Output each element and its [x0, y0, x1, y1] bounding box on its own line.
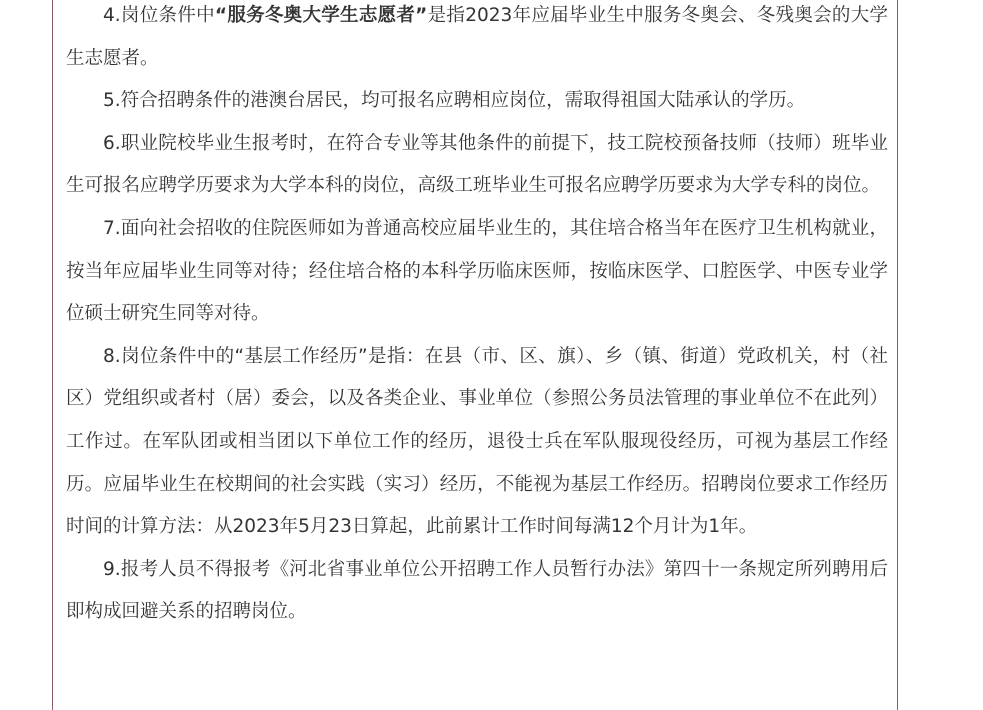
paragraph-4-prefix: 4.岗位条件中: [103, 5, 215, 26]
paragraph-7: 7.面向社会招收的住院医师如为普通高校应届毕业生的，其住培合格当年在医疗卫生机构就业，按当年应届毕业生同等对待；经住培合格的本科学历临床医师，按临床医学、口腔医学、中医专业学位硕士研究生同等对待。: [66, 217, 888, 325]
paragraph-6: 6.职业院校毕业生报考时，在符合专业等其他条件的前提下，技工院校预备技师（技师）班毕业生可报名应聘学历要求为大学本科的岗位，高级工班毕业生可报名应聘学历要求为大学专科的岗位。: [66, 132, 888, 197]
paragraph-9: 9.报考人员不得报考《河北省事业单位公开招聘工作人员暂行办法》第四十一条规定所列聘用后即构成回避关系的招聘岗位。: [66, 558, 888, 623]
paragraph-8: 8.岗位条件中的“基层工作经历”是指：在县（市、区、旗）、乡（镇、街道）党政机关，村（社区）党组织或者村（居）委会，以及各类企业、事业单位（参照公务员法管理的事业单位不在此列）工作过。在军队团或相当团以下单位工作的经历，退役士兵在军队服现役经历，可视为基层工作经历。应届毕业生在校期间的社会实践（实习）经历，不能视为基层工作经历。招聘岗位要求工作经历时间的计算方法：从2023年5月23日算起，此前累计工作时间每满12个月计为1年。: [66, 345, 888, 538]
paragraph-4-suffix: 是指2023年应届毕业生中服务冬奥会、冬残奥会的大学生志愿者。: [66, 5, 888, 69]
paragraph-5: 5.符合招聘条件的港澳台居民，均可报名应聘相应岗位，需取得祖国大陆承认的学历。: [103, 90, 806, 112]
article-body: [66, 0, 888, 634]
paragraph-4-bold-term: “服务冬奥大学生志愿者”: [214, 5, 428, 26]
paragraph-4: [66, 0, 888, 80]
